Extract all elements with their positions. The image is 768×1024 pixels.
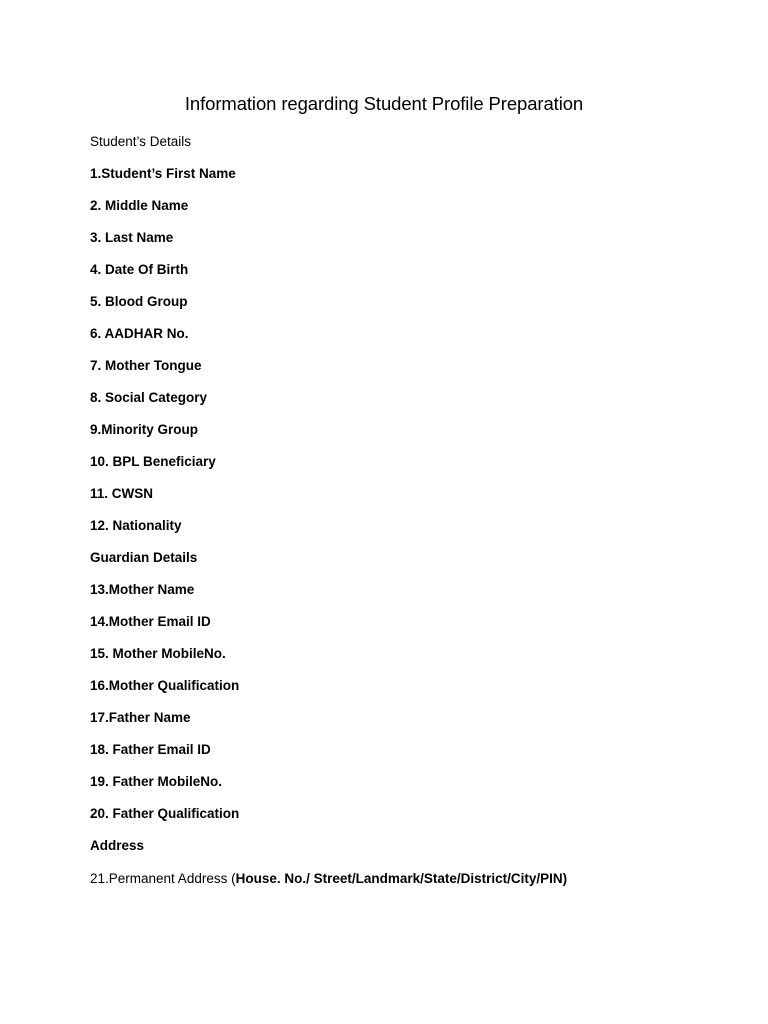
field-father-mobile-no: 19. Father MobileNo. <box>90 774 223 789</box>
section-heading-guardian-details: Guardian Details <box>90 550 198 565</box>
permanent-address-label: 21.Permanent Address ( <box>90 871 236 886</box>
field-mother-tongue: 7. Mother Tongue <box>90 358 202 373</box>
field-permanent-address <box>90 871 567 886</box>
field-father-name: 17.Father Name <box>90 710 191 725</box>
section-heading-address: Address <box>90 838 145 853</box>
field-mother-email-id: 14.Mother Email ID <box>90 614 211 629</box>
field-mother-qualification: 16.Mother Qualification <box>90 678 240 693</box>
field-middle-name: 2. Middle Name <box>90 198 189 213</box>
field-blood-group: 5. Blood Group <box>90 294 188 309</box>
permanent-address-format: House. No./ Street/Landmark/State/District/City/PIN) <box>235 871 568 886</box>
field-minority-group: 9.Minority Group <box>90 422 198 437</box>
field-mother-name: 13.Mother Name <box>90 582 195 597</box>
field-mother-mobile-no: 15. Mother MobileNo. <box>90 646 226 661</box>
field-aadhar-no: 6. AADHAR No. <box>90 326 189 341</box>
section-heading-student-details: Student’s Details <box>90 134 192 149</box>
field-bpl-beneficiary: 10. BPL Beneficiary <box>90 454 216 469</box>
field-father-qualification: 20. Father Qualification <box>90 806 240 821</box>
field-date-of-birth: 4. Date Of Birth <box>90 262 189 277</box>
field-nationality: 12. Nationality <box>90 518 182 533</box>
field-student-first-name: 1.Student’s First Name <box>90 166 236 181</box>
page-title: Information regarding Student Profile Preparation <box>184 93 584 114</box>
field-social-category: 8. Social Category <box>90 390 208 405</box>
field-father-email-id: 18. Father Email ID <box>90 742 211 757</box>
field-cwsn: 11. CWSN <box>90 486 154 501</box>
field-last-name: 3. Last Name <box>90 230 174 245</box>
